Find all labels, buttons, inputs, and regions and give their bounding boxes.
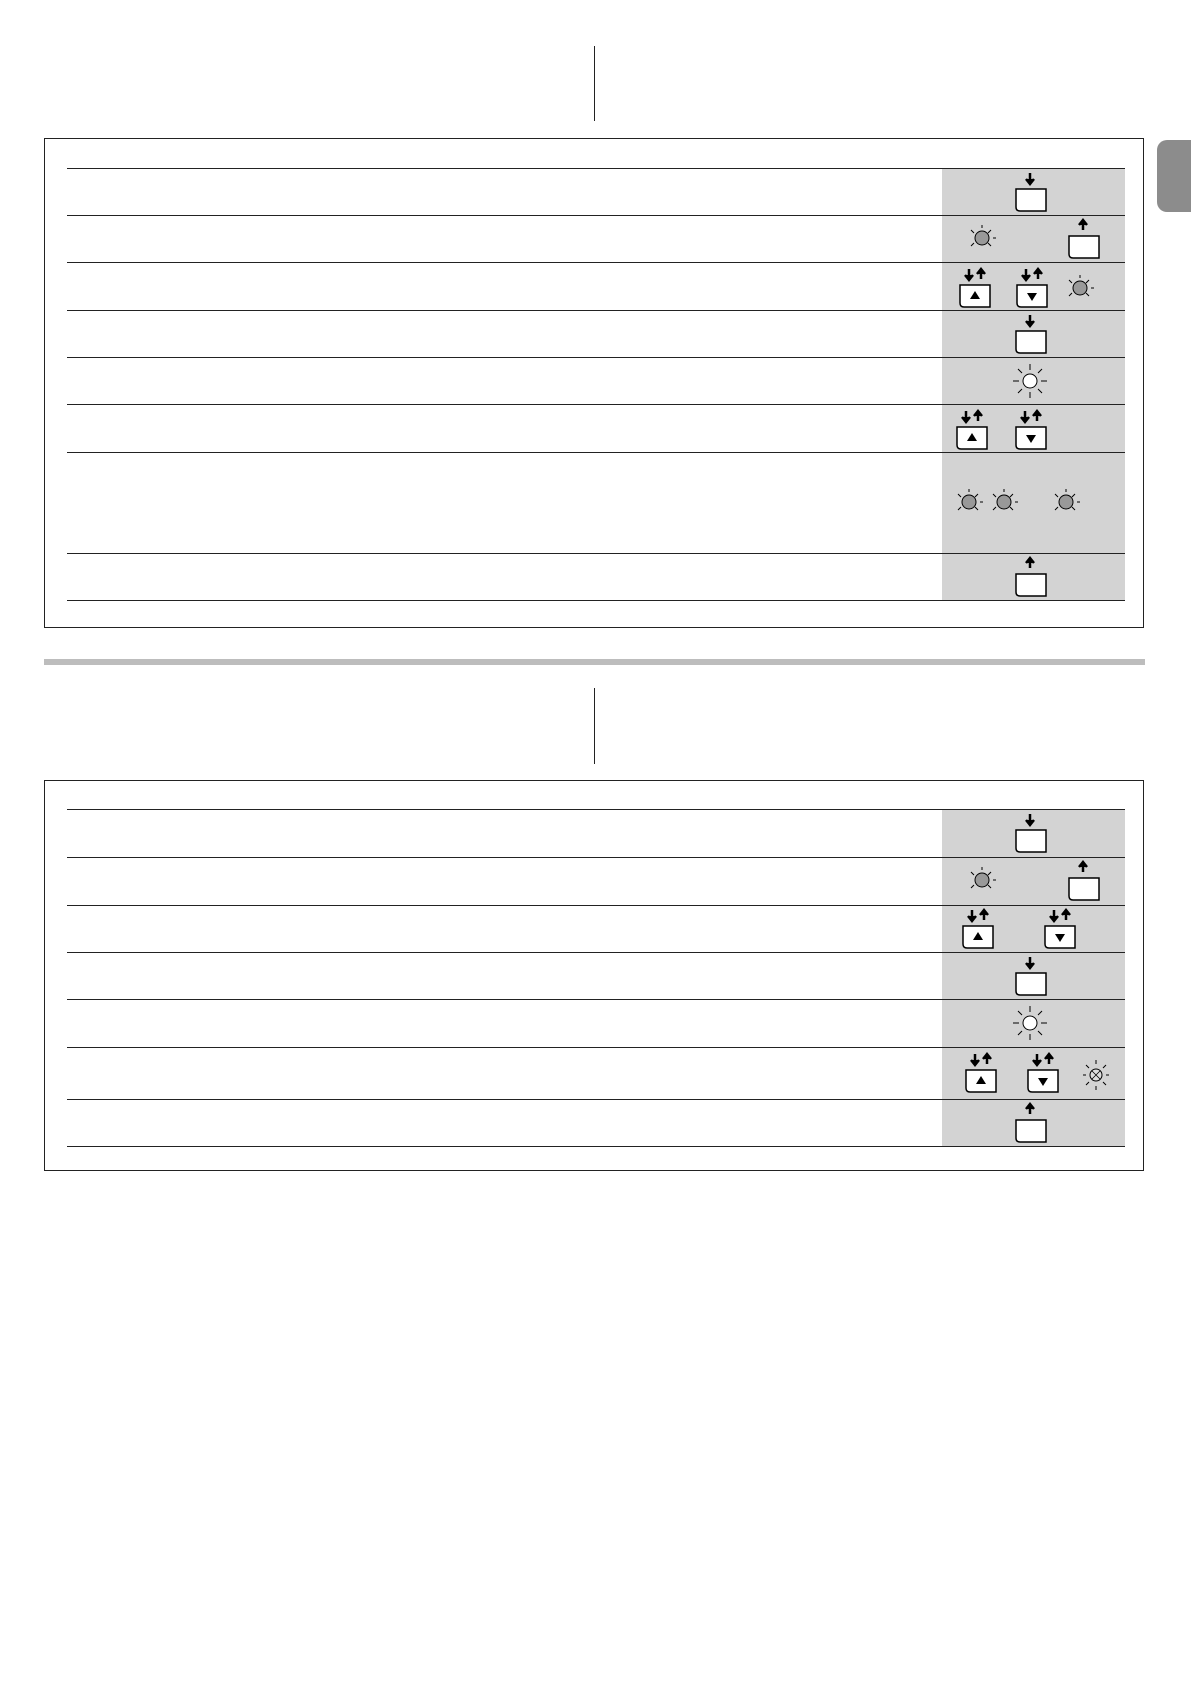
led-on-icon xyxy=(1013,1006,1047,1040)
led-blink-icon xyxy=(971,867,996,888)
button-press-icon xyxy=(1016,814,1046,852)
button-release-icon xyxy=(1069,220,1099,258)
table-row xyxy=(67,452,1125,553)
led-on-icon xyxy=(1013,364,1047,398)
procedure-table-2 xyxy=(67,809,1125,1147)
table-row xyxy=(67,905,1125,952)
procedure-box-2 xyxy=(44,780,1144,1171)
icon-cell xyxy=(942,405,1125,452)
icon-cell xyxy=(942,858,1125,905)
led-blink-icon xyxy=(1069,275,1094,296)
icon-cell xyxy=(942,263,1125,310)
table-row xyxy=(67,404,1125,452)
led-blink-icon xyxy=(958,489,983,510)
button-release-icon xyxy=(1069,862,1099,900)
icon-cell xyxy=(942,358,1125,404)
button-press-icon xyxy=(1016,173,1046,211)
table-row xyxy=(67,310,1125,357)
button-up-press-release-icon xyxy=(963,910,993,948)
section-divider xyxy=(44,659,1145,665)
button-down-press-release-icon xyxy=(1017,269,1047,307)
led-blink-icon xyxy=(971,225,996,246)
icon-cell xyxy=(942,953,1125,999)
button-release-icon xyxy=(1016,558,1046,596)
language-side-tab xyxy=(1157,140,1191,212)
button-up-press-release-icon xyxy=(957,411,987,449)
icon-cell xyxy=(942,554,1125,600)
icon-cell xyxy=(942,1100,1125,1146)
icon-cell xyxy=(942,906,1125,952)
procedure-table-1 xyxy=(67,168,1125,601)
table-row xyxy=(67,215,1125,262)
table-row xyxy=(67,1099,1125,1147)
led-blink-icon xyxy=(1083,1060,1109,1090)
table-row xyxy=(67,1047,1125,1099)
led-blink-icon xyxy=(1055,489,1080,510)
table-row xyxy=(67,357,1125,404)
icon-cell xyxy=(942,169,1125,215)
table-row xyxy=(67,809,1125,857)
button-press-icon xyxy=(1016,957,1046,995)
button-down-press-release-icon xyxy=(1016,411,1046,449)
led-blink-icon xyxy=(993,489,1018,510)
table-row xyxy=(67,857,1125,905)
header-divider-line-top xyxy=(594,46,595,121)
icon-cell xyxy=(942,216,1125,262)
icon-cell xyxy=(942,810,1125,857)
button-up-press-release-icon xyxy=(960,269,990,307)
procedure-box-1 xyxy=(44,138,1144,628)
header-divider-line-bottom xyxy=(594,688,595,764)
icon-cell xyxy=(942,311,1125,357)
table-row xyxy=(67,168,1125,215)
icon-cell xyxy=(942,1000,1125,1047)
icon-cell xyxy=(942,1048,1125,1099)
button-up-press-release-icon xyxy=(966,1054,996,1092)
button-release-icon xyxy=(1016,1104,1046,1142)
icon-cell xyxy=(942,453,1125,553)
table-row xyxy=(67,553,1125,601)
button-down-press-release-icon xyxy=(1045,910,1075,948)
table-row xyxy=(67,262,1125,310)
table-row xyxy=(67,999,1125,1047)
button-press-icon xyxy=(1016,315,1046,353)
button-down-press-release-icon xyxy=(1028,1054,1058,1092)
table-row xyxy=(67,952,1125,999)
